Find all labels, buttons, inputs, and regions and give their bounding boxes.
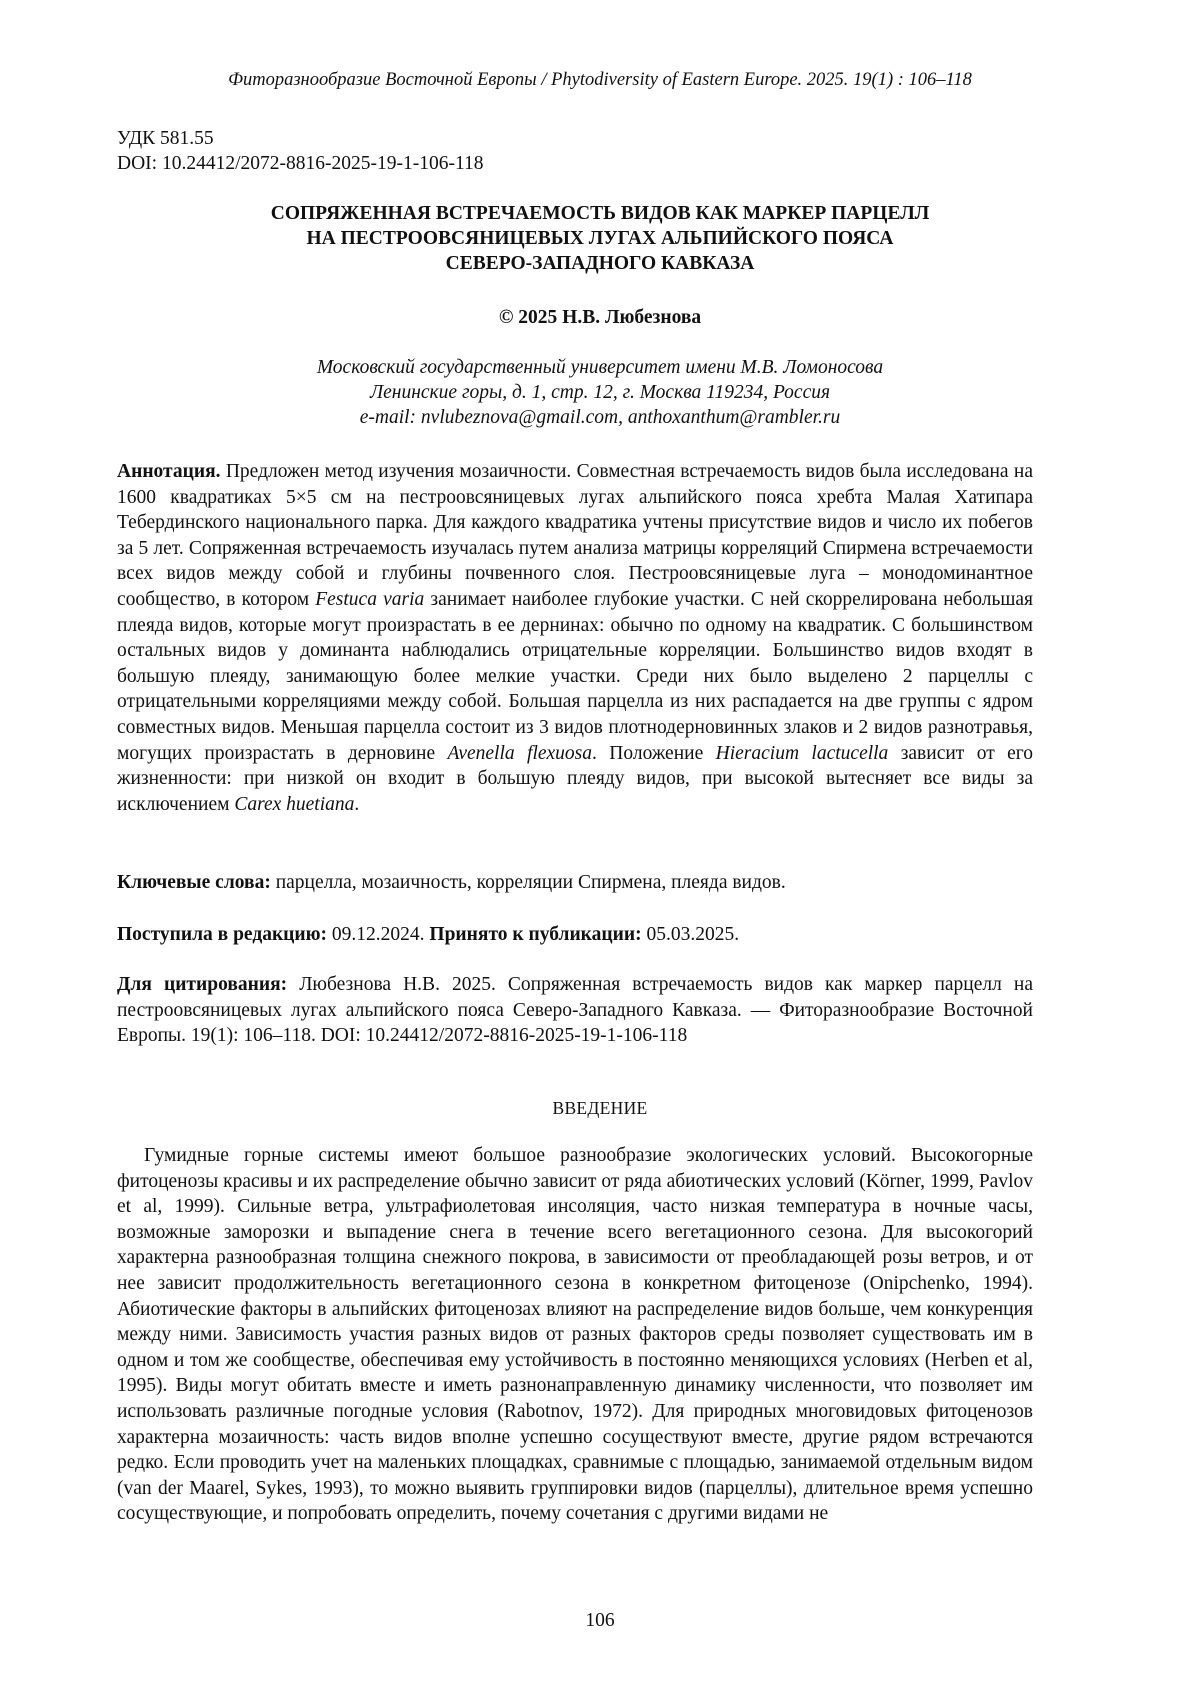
article-meta	[117, 126, 483, 176]
citation	[117, 972, 1033, 1049]
abstract-text-1: Предложен метод изучения мозаичности. Совместная встречаемость видов была исследована на 1600 квадратиках 5×5 см на пестроовсяницевых лугах альпийского пояса хребта Малая Хатипара Тебердинского национального парка. Для каждого квадратика учтены присутствие видов и число их побегов за 5 лет. Сопряженная встречаемость изучалась путем анализа матрицы корреляций Спирмена встречаемости всех видов между собой и глубины почвенного слоя. Пестроовсяницевые луга – монодоминантное сообщество, в котором	[117, 461, 1033, 610]
species-hieracium-lactucella: Hieracium lactucella	[715, 742, 889, 764]
abstract-label: Аннотация.	[117, 461, 221, 482]
abstract-text-5: .	[354, 793, 360, 815]
udk-code: УДК 581.55	[117, 128, 214, 149]
affiliation	[117, 355, 1083, 430]
author-line: © 2025 Н.В. Любезнова	[498, 307, 702, 328]
keywords	[117, 870, 1033, 896]
keywords-label: Ключевые слова:	[117, 872, 271, 893]
abstract-text-3: . Положение	[592, 742, 716, 764]
abstract-text-4: зависит от его жизненности: при низкой он входит в большую плеяду видов, при высокой вытесняет все виды за исключением	[117, 742, 1034, 815]
title-line-1: СОПРЯЖЕННАЯ ВСТРЕЧАЕМОСТЬ ВИДОВ КАК МАРКЕР ПАРЦЕЛЛ	[270, 203, 930, 224]
running-head: Фиторазнообразие Восточной Европы / Phytodiversity of Eastern Europe. 2025. 19(1) : 106–118	[228, 70, 972, 90]
species-avenella-flexuosa: Avenella flexuosa	[447, 742, 593, 764]
doi-line: DOI: 10.24412/2072-8816-2025-19-1-106-118	[117, 153, 484, 174]
accepted-date: 05.03.2025.	[641, 924, 740, 945]
received-label: Поступила в редакцию:	[117, 924, 328, 945]
affiliation-university: Московский государственный университет имени М.В. Ломоносова	[316, 357, 884, 378]
accepted-label: Принято к публикации:	[429, 924, 642, 945]
citation-label: Для цитирования:	[117, 974, 288, 995]
intro-text: Гумидные горные системы имеют большое разнообразие экологических условий. Высокогорные фитоценозы красивы и их распределение обычно зависит от ряда абиотических условий (Körner, 1999, Pavlov et al, 1999). Сильные ветра, ультрафиолетовая инсоляция, часто низкая температура в ночные часы, возможные заморозки и выпадение снега в течение всего вегетационного сезона. Для высокогорий характерна разнообразная толщина снежного покрова, в зависимости от преобладающей розы ветров, и от нее зависит продолжительность вегетационного сезона в конкретном фитоценозе (Onipchenko, 1994). Абиотические факторы в альпийских фитоценозах влияют на распределение видов больше, чем конкуренция между ними. Зависимость участия разных видов от разных факторов среды позволяет существовать им в одном и том же сообществе, обеспечивая ему устойчивость в постоянно меняющихся условиях (Herben et al, 1995). Виды могут обитать вместе и иметь разнонаправленную динамику численности, что позволяет им использовать различные погодные условия (Rabotnov, 1972). Для природных многовидовых фитоценозов характерна мозаичность: часть видов вполне успешно сосуществуют вместе, другие рядом встречаются редко. Если проводить учет на маленьких площадках, сравнимые с площадью, занимаемой отдельным видом (van der Maarel, Sykes, 1993), то можно выявить группировки видов (парцеллы), длительное время успешно сосуществующие, и попробовать определить, почему сочетания с другими видами не	[117, 1145, 1033, 1525]
abstract	[117, 459, 1033, 817]
species-festuca-varia: Festuca varia	[315, 588, 425, 610]
keywords-text: парцелла, мозаичность, корреляции Спирмена, плеяда видов.	[270, 872, 786, 893]
intro-paragraph	[117, 1143, 1033, 1527]
page-number: 106	[585, 1610, 615, 1631]
abstract-text-2: занимает наиболее глубокие участки. С ней скоррелирована небольшая плеяда видов, которые могут произрастать в ее дернинах: обычно по одному на квадратик. С большинством остальных видов у доминанта наблюдались отрицательные корреляции. Большинство видов входят в большую плеяду, занимающую более мелкие участки. Среди них было выделено 2 парцеллы с отрицательными корреляциями между собой. Большая парцелла из них распадается на две группы с ядром совместных видов. Меньшая парцелла состоит из 3 видов плотнодерновинных злаков и 2 видов разнотравья, могущих произрастать в дерновине	[117, 588, 1034, 764]
received-date: 09.12.2024.	[327, 924, 430, 945]
species-carex-huetiana: Carex huetiana	[234, 793, 355, 815]
section-heading-introduction: ВВЕДЕНИЕ	[552, 1098, 648, 1118]
article-title	[117, 201, 1083, 276]
title-line-2: НА ПЕСТРООВСЯНИЦЕВЫХ ЛУГАХ АЛЬПИЙСКОГО ПОЯСА	[306, 228, 894, 249]
affiliation-email: e-mail: nvlubeznova@gmail.com, anthoxanthum@rambler.ru	[359, 407, 841, 428]
citation-text: Любезнова Н.В. 2025. Сопряженная встречаемость видов как маркер парцелл на пестроовсяницевых лугах альпийского пояса Северо-Западного Кавказа. — Фиторазнообразие Восточной Европы. 19(1): 106–118. DOI: 10.24412/2072-8816-2025-19-1-106-118	[117, 974, 1033, 1047]
title-line-3: СЕВЕРО-ЗАПАДНОГО КАВКАЗА	[445, 253, 755, 274]
affiliation-address: Ленинские горы, д. 1, стр. 12, г. Москва 119234, Россия	[369, 382, 831, 403]
submission-dates	[117, 922, 1033, 948]
